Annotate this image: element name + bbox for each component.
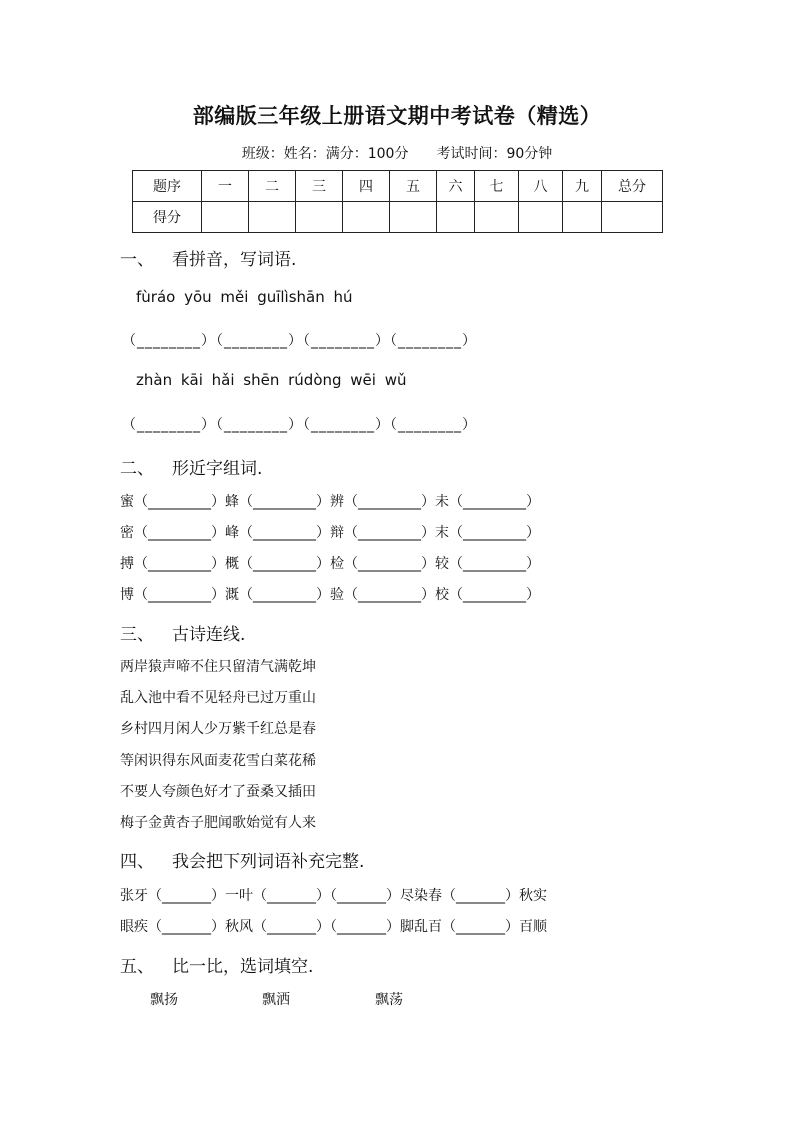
pinyin-line: fùráo yōu měi guīlìshān hú [136, 288, 353, 306]
score-header-cell: 题序 [133, 171, 202, 202]
poem-line: 等闲识得东风面麦花雪白菜花稀 [120, 753, 316, 769]
score-cell [602, 202, 663, 233]
score-cell [519, 202, 563, 233]
idiom-row: 张牙（_______）一叶（_______）（_______）尽染春（_______）秋实 [120, 888, 547, 904]
score-cell [437, 202, 475, 233]
word-choice: 飘扬 [150, 992, 178, 1008]
score-header-cell: 六 [437, 171, 475, 202]
word-choice: 飘荡 [375, 992, 403, 1008]
score-cell [343, 202, 390, 233]
score-header-cell: 七 [475, 171, 519, 202]
poem-line: 两岸猿声啼不住只留清气满乾坤 [120, 659, 316, 675]
score-header-cell: 一 [202, 171, 249, 202]
poem-line: 梅子金黄杏子肥闻歌始觉有人来 [120, 815, 316, 831]
section-title: 看拼音，写词语. [172, 250, 297, 270]
poem-line: 不要人夸颜色好才了蚕桑又插田 [120, 784, 316, 800]
section-title: 我会把下列词语补充完整. [172, 852, 365, 872]
score-table-score-row [133, 202, 663, 233]
answer-blanks-line: （________）（________）（________）（________） [122, 333, 477, 349]
score-cell [475, 202, 519, 233]
section-3-heading [120, 620, 245, 645]
score-cell [563, 202, 602, 233]
section-number: 四、 [120, 852, 154, 872]
score-row-label: 得分 [133, 202, 202, 233]
score-header-cell: 总分 [602, 171, 663, 202]
score-header-cell: 四 [343, 171, 390, 202]
score-cell [296, 202, 343, 233]
section-2-heading [120, 454, 262, 479]
pinyin-line: zhàn kāi hǎi shēn rúdòng wēi wǔ [136, 371, 407, 389]
section-number: 五、 [120, 957, 154, 977]
score-table [132, 170, 663, 233]
poem-line: 乡村四月闲人少万紫千红总是春 [120, 721, 316, 737]
word-choice: 飘洒 [262, 992, 290, 1008]
score-header-cell: 五 [390, 171, 437, 202]
section-4-heading [120, 847, 364, 872]
idiom-row: 眼疾（_______）秋风（_______）（_______）脚乱百（_______）百顺 [120, 919, 547, 935]
exam-info: 班级：姓名：满分：100分 考试时间：90分钟 [241, 146, 553, 162]
word-group-row: 蜜（_________）蜂（_________）辨（_________）未（_________） [120, 494, 540, 510]
section-number: 一、 [120, 250, 154, 270]
score-header-cell: 八 [519, 171, 563, 202]
section-title: 形近字组词. [172, 459, 263, 479]
score-header-cell: 三 [296, 171, 343, 202]
word-group-row: 博（_________）溉（_________）验（_________）校（_________） [120, 587, 540, 603]
section-number: 二、 [120, 459, 154, 479]
word-group-row: 搏（_________）概（_________）检（_________）较（_________） [120, 556, 540, 572]
poem-line: 乱入池中看不见轻舟已过万重山 [120, 690, 316, 706]
score-cell [202, 202, 249, 233]
section-number: 三、 [120, 625, 154, 645]
answer-blanks-line: （________）（________）（________）（________） [122, 417, 477, 433]
section-title: 比一比，选词填空. [172, 957, 314, 977]
section-title: 古诗连线. [172, 625, 246, 645]
score-table-header-row [133, 171, 663, 202]
score-header-cell: 九 [563, 171, 602, 202]
score-cell [249, 202, 296, 233]
score-cell [390, 202, 437, 233]
word-group-row: 密（_________）峰（_________）辩（_________）末（_________） [120, 525, 540, 541]
score-header-cell: 二 [249, 171, 296, 202]
section-1-heading [120, 245, 296, 270]
section-5-heading [120, 952, 313, 977]
page-title: 部编版三年级上册语文期中考试卷（精选） [192, 103, 602, 128]
